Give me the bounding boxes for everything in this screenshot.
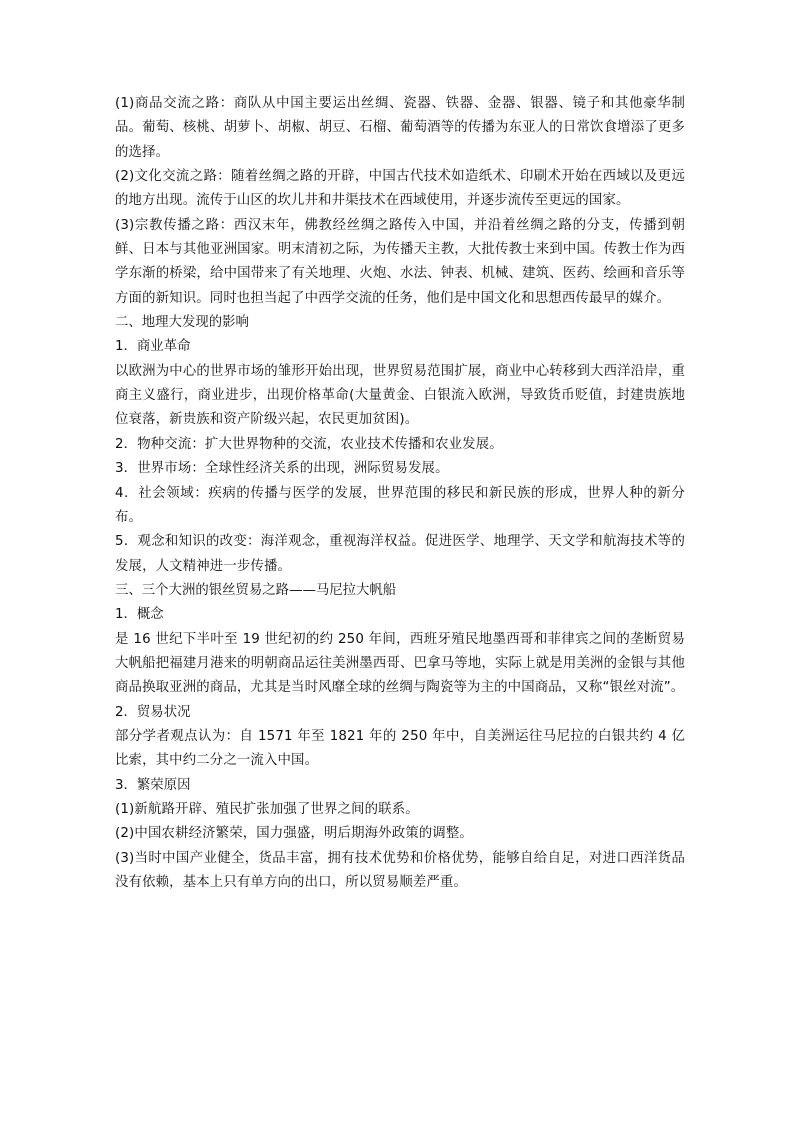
- subheading-concept: 1．概念: [115, 607, 164, 623]
- paragraph-culture-route: (2)文化交流之路：随着丝绸之路的开辟，中国古代技术如造纸术、印刷术开始在西域以及更远的地方出现。流传于山区的坎儿井和井渠技术在西域使用，并逐步流传至更远的国家。: [115, 169, 685, 209]
- paragraph-reason-3: (3)当时中国产业健全，货品丰富，拥有技术优势和价格优势，能够自给自足，对进口西洋货品没有依赖，基本上只有单方向的出口，所以贸易顺差严重。: [115, 850, 685, 890]
- paragraph-concept: 是 16 世纪下半叶至 19 世纪初的约 250 年间，西班牙殖民地墨西哥和菲律宾之间的垄断贸易大帆船把福建月港来的明朝商品运往美洲墨西哥、巴拿马等地，实际上就是用美洲的金银与其他商品换取亚洲的商品，尤其是当时风靡全球的丝绸与陶瓷等为主的中国商品，又称“银丝对流”。: [115, 631, 685, 696]
- paragraph-trade-status: 部分学者观点认为：自 1571 年至 1821 年的 250 年中，自美洲运往马尼拉的白银共约 4 亿比索，其中约二分之一流入中国。: [115, 728, 685, 769]
- subheading-commercial-revolution: 1．商业革命: [115, 339, 191, 355]
- paragraph-reason-1: (1)新航路开辟、殖民扩张加强了世界之间的联系。: [115, 801, 419, 817]
- section-heading-3: 三、三个大洲的银丝贸易之路——马尼拉大帆船: [115, 582, 397, 598]
- paragraph-religion-route: (3)宗教传播之路：西汉末年，佛教经丝绸之路传入中国，并沿着丝绸之路的分支，传播到朝鲜、日本与其他亚洲国家。明末清初之际，为传播天主教，大批传教士来到中国。传教士作为西学东渐的桥梁，给中国带来了有关地理、火炮、水法、钟表、机械、建筑、医药、绘画和音乐等方面的新知识。同时也担当起了中西学交流的任务，他们是中国文化和思想西传最早的媒介。: [115, 217, 685, 306]
- paragraph-ideas-knowledge: 5．观念和知识的改变：海洋观念，重视海洋权益。促进医学、地理学、天文学和航海技术等的发展，人文精神进一步传播。: [115, 534, 685, 574]
- paragraph-commercial-revolution: 以欧洲为中心的世界市场的雏形开始出现，世界贸易范围扩展，商业中心转移到大西洋沿岸，重商主义盛行，商业进步，出现价格革命(大量黄金、白银流入欧洲，导致货币贬值，封建贵族地位衰落，新贵族和资产阶级兴起，农民更加贫困)。: [115, 363, 685, 428]
- section-heading-2: 二、地理大发现的影响: [115, 315, 249, 331]
- subheading-prosperity-reasons: 3．繁荣原因: [115, 777, 191, 793]
- paragraph-reason-2: (2)中国农耕经济繁荣，国力强盛，明后期海外政策的调整。: [115, 826, 473, 842]
- paragraph-social-field: 4．社会领域：疾病的传播与医学的发展，世界范围的移民和新民族的形成，世界人种的新分布。: [115, 485, 685, 525]
- paragraph-trade-route: (1)商品交流之路：商队从中国主要运出丝绸、瓷器、铁器、金器、银器、镜子和其他豪华制品。葡萄、核桃、胡萝卜、胡椒、胡豆、石榴、葡萄酒等的传播为东亚人的日常饮食增添了更多的选择。: [115, 96, 685, 160]
- paragraph-world-market: 3．世界市场：全球性经济关系的出现，洲际贸易发展。: [115, 461, 449, 477]
- subheading-trade-status: 2．贸易状况: [115, 704, 191, 720]
- paragraph-species-exchange: 2．物种交流：扩大世界物种的交流，农业技术传播和农业发展。: [115, 436, 503, 452]
- document-page: [115, 92, 685, 895]
